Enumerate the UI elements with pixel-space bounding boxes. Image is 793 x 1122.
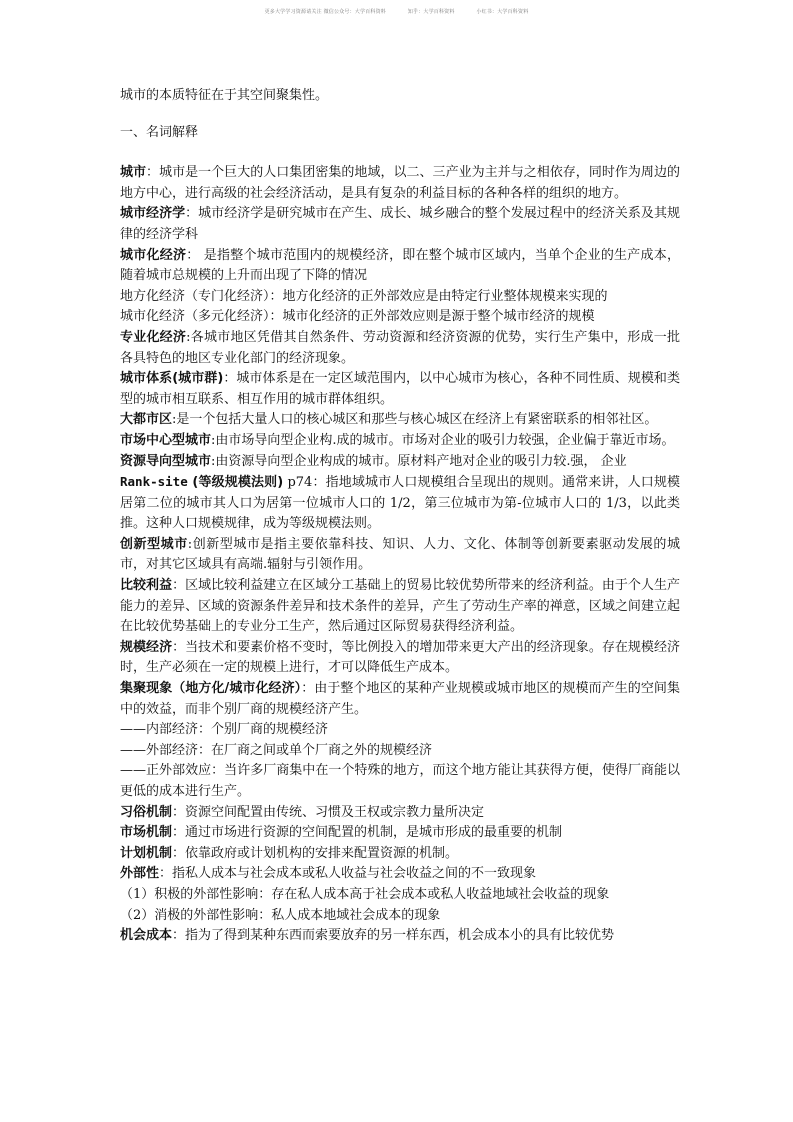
entry-market-mechanism xyxy=(120,823,680,844)
term-definition: :创新型城市是指主要依靠科技、知识、人力、文化、体制等创新要素驱动发展的城市，对其它区域具有高端.辐射与引领作用。 xyxy=(120,536,680,573)
entry-scale-economy xyxy=(120,638,680,679)
term-label: 城市化经济 xyxy=(120,247,187,263)
term-definition: ：资源空间配置由传统、习惯及王权或宗教力量所决定 xyxy=(172,804,485,820)
page-header xyxy=(0,8,793,15)
entry-metro-area xyxy=(120,410,680,431)
term-label: 城市体系(城市群) xyxy=(120,371,224,387)
term-definition: :是一个包括大量人口的核心城区和那些与核心城区在经济上有紧密联系的相邻社区。 xyxy=(172,412,658,428)
entry-plan-mechanism xyxy=(120,844,680,865)
term-label: 规模经济 xyxy=(120,639,173,655)
term-label: 市场中心型城市 xyxy=(120,432,212,448)
term-label: 资源导向型城市 xyxy=(120,453,212,469)
term-label: 集聚现象（地方化/城市化经济） xyxy=(120,681,302,697)
external-economy-line: ——外部经济：在厂商之间或单个厂商之外的规模经济 xyxy=(120,742,433,758)
localization-line: 地方化经济（专门化经济）：地方化经济的正外部效应是由特定行业整体规模来实现的 xyxy=(120,288,608,304)
term-label-en: Rank-site xyxy=(120,474,188,490)
term-definition: ：通过市场进行资源的空间配置的机制，是城市形成的最重要的机制 xyxy=(172,825,563,841)
urbanization-line: 城市化经济（多元化经济）：城市化经济的正外部效应则是源于整个城市经济的规模 xyxy=(120,309,595,325)
term-definition: :各城市地区凭借其自然条件、劳动资源和经济资源的优势，实行生产集中，形成一批各具特色的地区专业化部门的经济现象。 xyxy=(120,329,680,366)
term-definition: :由市场导向型企业构.成的城市。市场对企业的吸引力较强，企业偏于靠近市场。 xyxy=(211,432,675,448)
entry-urban-economics xyxy=(120,204,680,245)
positive-externality-item: （1）积极的外部性影响：存在私人成本高于社会成本或私人收益地域社会收益的现象 xyxy=(120,886,610,902)
term-definition: ：区域比较利益建立在区域分工基础上的贸易比较优势所带来的经济利益。由于个人生产能力的差异、区域的资源条件差异和技术条件的差异，产生了劳动生产率的禅意，区域之间建立起在比较优势基础上的专业分工生产，然后通过区际贸易获得经济利益。 xyxy=(120,578,680,635)
term-definition: ：由于整个地区的某种产业规模或城市地区的规模而产生的空间集中的效益，而非个别厂商的规模经济产生。 xyxy=(120,681,680,717)
entry-city xyxy=(120,163,680,204)
entry-rank-size xyxy=(120,472,680,535)
intro-text: 城市的本质特征在于其空间聚集性。 xyxy=(120,88,329,103)
term-definition: ：指为了得到某种东西而索要放弃的另一样东西，机会成本小的具有比较优势 xyxy=(172,928,615,944)
entry-market-city xyxy=(120,431,680,452)
section-title: 一、名词解释 xyxy=(120,124,199,140)
term-label: 计划机制 xyxy=(120,845,173,861)
term-definition: ： 是指整个城市范围内的规模经济，即在整个城市区域内，当单个企业的生产成本，随着城市总规模的上升而出现了下降的情况 xyxy=(120,247,680,284)
entry-agglomeration xyxy=(120,679,680,720)
negative-externality-item: （2）消极的外部性影响：私人成本地域社会成本的现象 xyxy=(120,907,441,923)
term-label: 城市 xyxy=(120,165,147,181)
term-definition: :由资源导向型企业构成的城市。原材料产地对企业的吸引力较.强， 企业 xyxy=(211,453,627,469)
internal-economy-line: ——内部经济：个别厂商的规模经济 xyxy=(120,722,329,738)
entry-specialization xyxy=(120,328,680,369)
term-label: (等级规模法则) xyxy=(187,475,284,491)
term-definition: ：依靠政府或计划机构的安排来配置资源的机制。 xyxy=(172,845,459,861)
header-item: 更多大学学习资源请关注 微信公众号：大学百科资料 xyxy=(264,9,386,15)
term-label: 创新型城市 xyxy=(120,536,188,552)
entry-innovation-city xyxy=(120,535,680,576)
document-body xyxy=(120,86,680,947)
term-label: 市场机制 xyxy=(120,825,173,841)
term-definition: ：城市是一个巨大的人口集团密集的地域，以二、三产业为主并与之相依存，同时作为周边的地方中心，进行高级的社会经济活动，是具有复杂的利益目标的各种各样的组织的地方。 xyxy=(120,165,680,201)
term-label: 外部性 xyxy=(120,866,160,882)
entry-custom-mechanism xyxy=(120,803,680,824)
term-definition: p74：指地域城市人口规模组合呈现出的规则。通常来讲，人口规模居第二位的城市其人口为居第一位城市人口的 1/2，第三位城市为第-位城市人口的 1/3，以此类推。这种人口规模规律，成为等级规模法则。 xyxy=(120,475,680,532)
term-label: 比较利益 xyxy=(120,578,173,594)
entry-comparative-benefit xyxy=(120,576,680,638)
entry-resource-city xyxy=(120,452,680,473)
entry-urbanization-economy xyxy=(120,246,680,287)
term-definition: ：城市经济学是研究城市在产生、成长、城乡融合的整个发展过程中的经济关系及其规律的经济学科 xyxy=(120,206,680,242)
header-item: 知乎：大学百科资料 xyxy=(407,9,455,15)
term-label: 大都市区 xyxy=(120,412,173,428)
entry-city-system xyxy=(120,369,680,410)
header-item: 小红书：大学百科资料 xyxy=(476,9,529,15)
positive-externality-line: ——正外部效应：当许多厂商集中在一个特殊的地方，而这个地方能让其获得方便，使得厂商能以更低的成本进行生产。 xyxy=(120,763,680,799)
entry-opportunity-cost xyxy=(120,926,680,947)
term-label: 专业化经济 xyxy=(120,329,187,345)
term-label: 习俗机制 xyxy=(120,804,173,820)
term-definition: ：城市体系是在一定区域范围内，以中心城市为核心，各种不同性质、规模和类型的城市相互联系、相互作用的城市群体组织。 xyxy=(120,371,680,407)
entry-externality xyxy=(120,864,680,885)
term-label: 机会成本 xyxy=(120,928,173,944)
term-definition: ：当技术和要素价格不变时，等比例投入的增加带来更大产出的经济现象。存在规模经济时，生产必须在一定的规模上进行，才可以降低生产成本。 xyxy=(120,639,680,676)
term-definition: ：指私人成本与社会成本或私人收益与社会收益之间的不一致现象 xyxy=(159,866,537,882)
term-label: 城市经济学 xyxy=(120,206,186,222)
